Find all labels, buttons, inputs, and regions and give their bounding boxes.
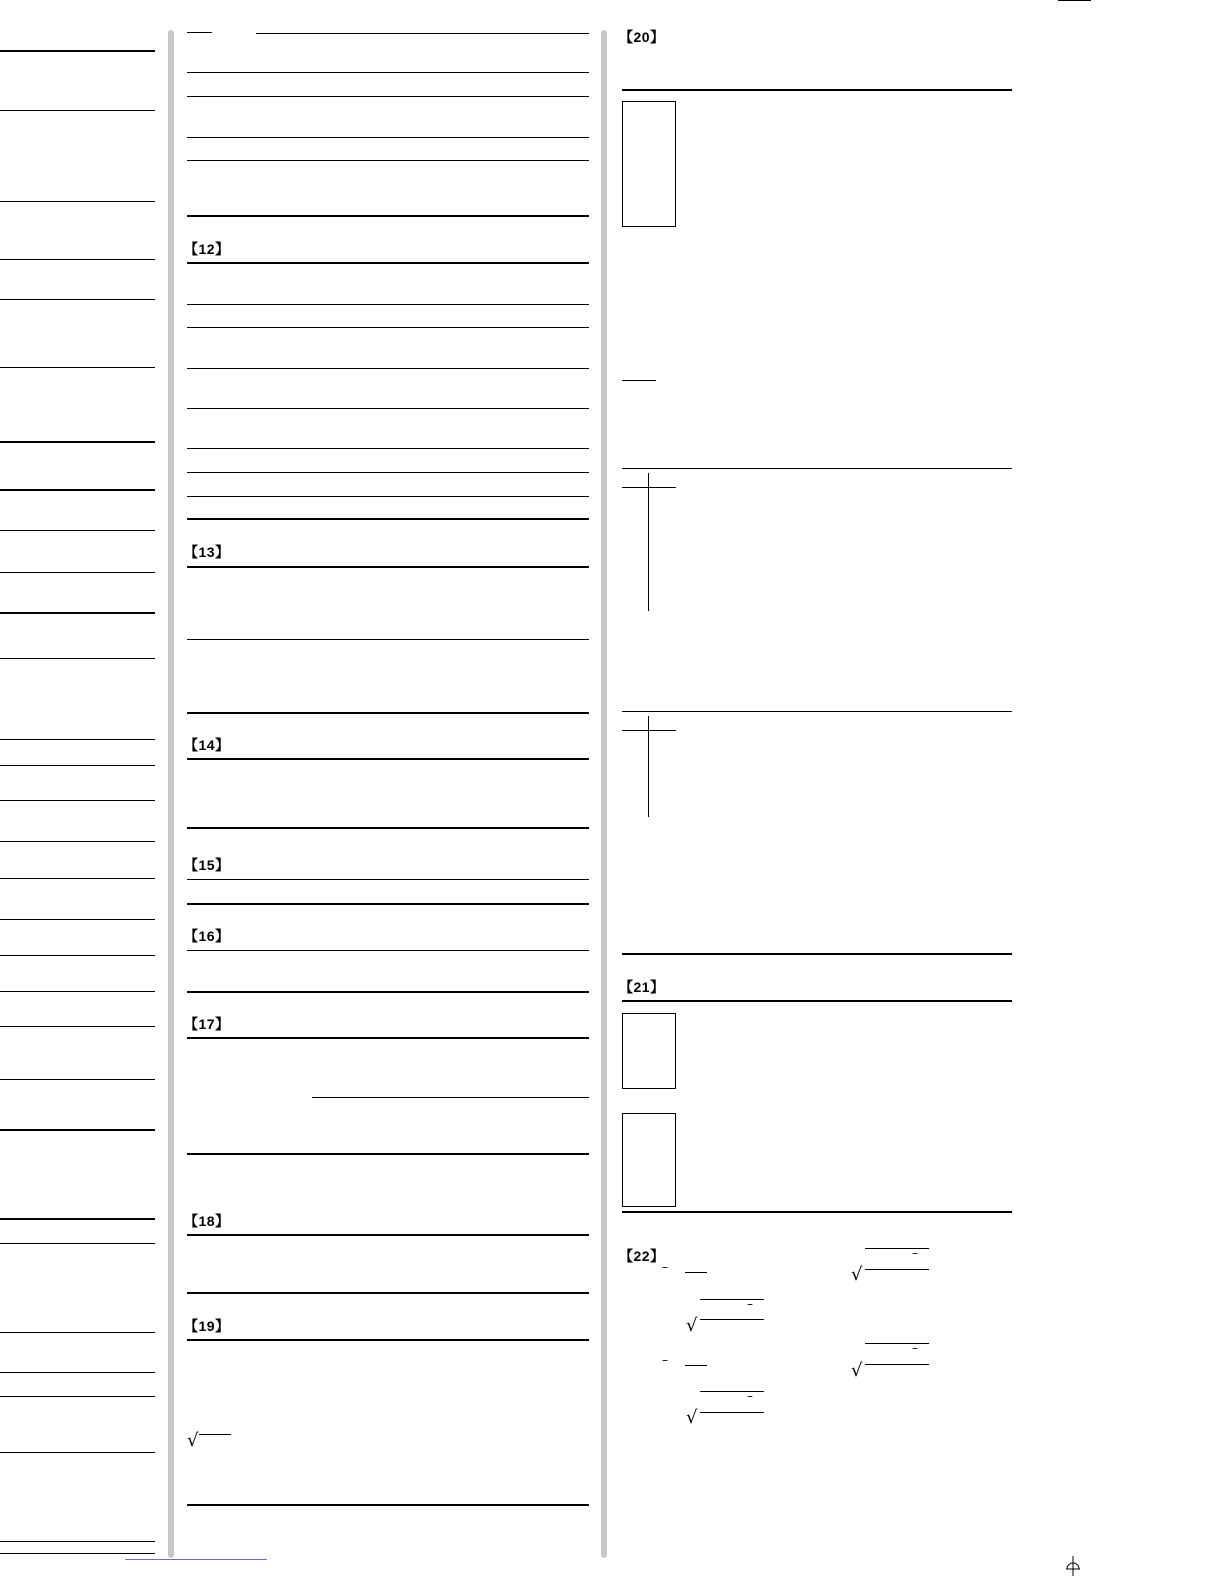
minus-sign: – [912,1246,918,1260]
section-12-label: 【12】 [184,241,230,257]
footer-link-underline [125,1559,267,1560]
square-root-symbol: √ [686,1407,698,1428]
column-divider-left [168,30,174,1558]
column-divider-right [601,30,607,1558]
minus-sign: – [747,1389,753,1403]
square-root-symbol: √ [187,1430,199,1451]
answer-box-20 [622,101,676,227]
section-14-label: 【14】 [184,737,230,753]
section-13-label: 【13】 [184,544,230,560]
section-16-label: 【16】 [184,928,230,944]
section-15-label: 【15】 [184,857,230,873]
minus-sign: – [662,1353,668,1367]
answer-box-21a [622,1013,676,1089]
section-20-label: 【20】 [619,29,665,45]
section-22-label: 【22】 [619,1248,665,1264]
square-root-symbol: √ [686,1315,698,1336]
registration-mark-icon [1064,1556,1082,1576]
section-21-label: 【21】 [619,979,665,995]
square-root-symbol: √ [851,1264,863,1285]
minus-sign: – [912,1341,918,1355]
section-18-label: 【18】 [184,1213,230,1229]
answer-box-21b [622,1113,676,1207]
section-17-label: 【17】 [184,1016,230,1032]
corner-rule [1058,0,1091,1]
square-root-symbol: √ [851,1360,863,1381]
minus-sign: – [662,1260,668,1274]
minus-sign: – [747,1297,753,1311]
section-19-label: 【19】 [184,1318,230,1334]
